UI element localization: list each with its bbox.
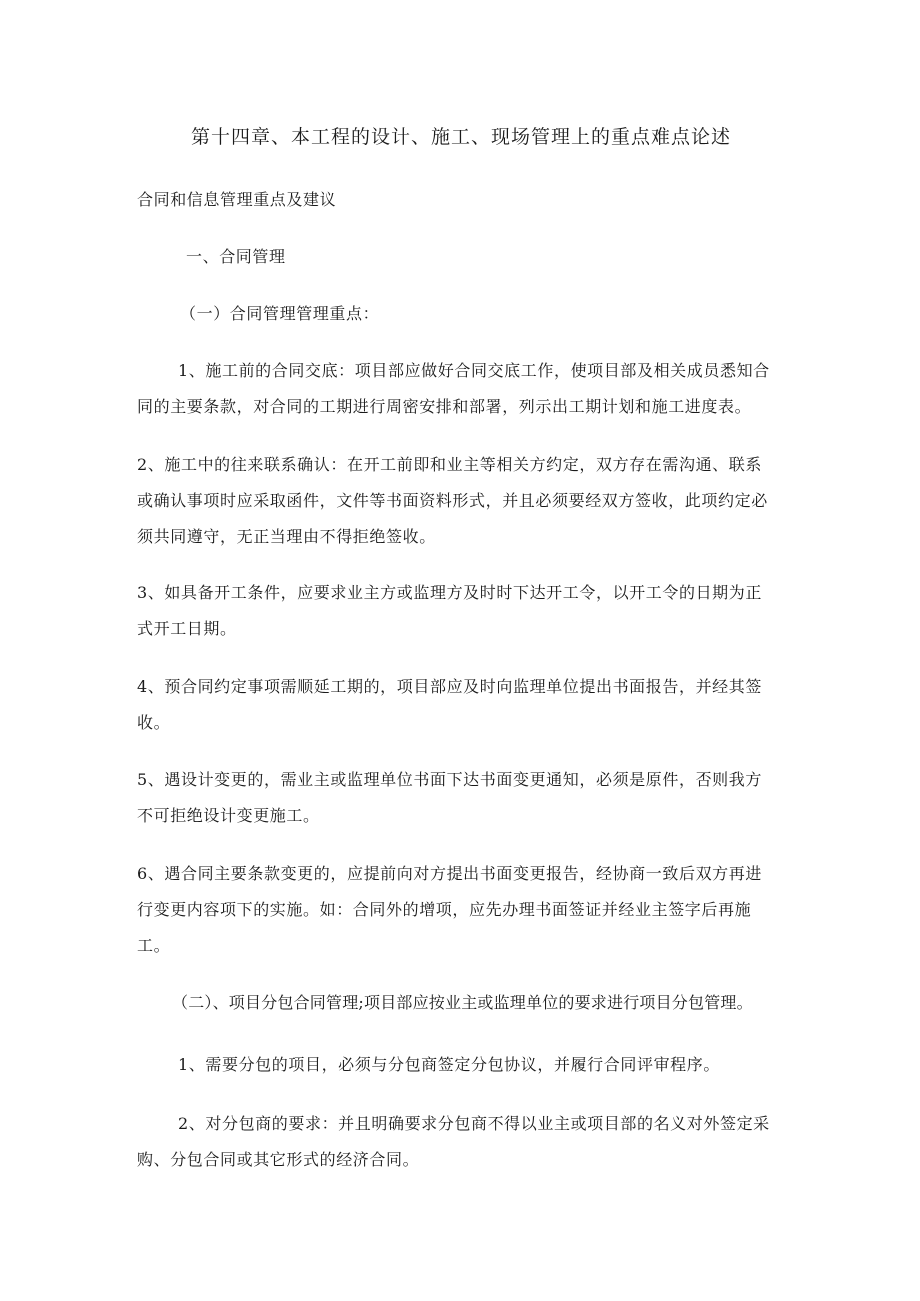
item-4-line-1: 4、预合同约定事项需顺延工期的，项目部应及时向监理单位提出书面报告，并经其签 (137, 677, 762, 696)
item-3-line-2: 式开工日期。 (137, 619, 237, 638)
section-heading-contract-management: 一、合同管理 (186, 247, 286, 266)
item-6-line-2: 行变更内容项下的实施。如：合同外的增项，应先办理书面签证并经业主签字后再施 (137, 900, 752, 919)
item-2-line-3: 须共同遵守，无正当理由不得拒绝签收。 (137, 527, 436, 546)
item-4-line-2: 收。 (137, 713, 171, 732)
item-5-line-2: 不可拒绝设计变更施工。 (137, 806, 320, 825)
item-2-line-2: 或确认事项时应采取函件，文件等书面资料形式，并且必须要经双方签收，此项约定必 (137, 491, 768, 510)
item-6-line-3: 工。 (137, 936, 171, 955)
item-3-line-1: 3、如具备开工条件，应要求业主方或监理方及时时下达开工令，以开工令的日期为正 (137, 583, 762, 602)
subsection-heading-subcontract: （二）、项目分包合同管理;项目部应按业主或监理单位的要求进行项目分包管理。 (172, 993, 753, 1012)
document-subtitle: 合同和信息管理重点及建议 (137, 190, 337, 209)
sub2-item-2-line-2: 购、分包合同或其它形式的经济合同。 (137, 1150, 420, 1169)
subsection-heading-key-points: （一）合同管理管理重点： (180, 304, 380, 323)
item-6-line-1: 6、遇合同主要条款变更的，应提前向对方提出书面变更报告，经协商一致后双方再进 (137, 864, 762, 883)
item-1-line-1: 1、施工前的合同交底：项目部应做好合同交底工作，使项目部及相关成员悉知合 (178, 361, 770, 380)
item-2-line-1: 2、施工中的往来联系确认：在开工前即和业主等相关方约定，双方存在需沟通、联系 (137, 455, 762, 474)
sub2-item-2-line-1: 2、对分包商的要求：并且明确要求分包商不得以业主或项目部的名义对外签定采 (178, 1114, 770, 1133)
sub2-item-1: 1、需要分包的项目，必须与分包商签定分包协议，并履行合同评审程序。 (178, 1055, 720, 1074)
item-5-line-1: 5、遇设计变更的，需业主或监理单位书面下达书面变更通知，必须是原件，否则我方 (137, 770, 762, 789)
item-1-line-2: 同的主要条款，对合同的工期进行周密安排和部署，列示出工期计划和施工进度表。 (137, 397, 752, 416)
document-title: 第十四章、本工程的设计、施工、现场管理上的重点难点论述 (191, 126, 732, 148)
